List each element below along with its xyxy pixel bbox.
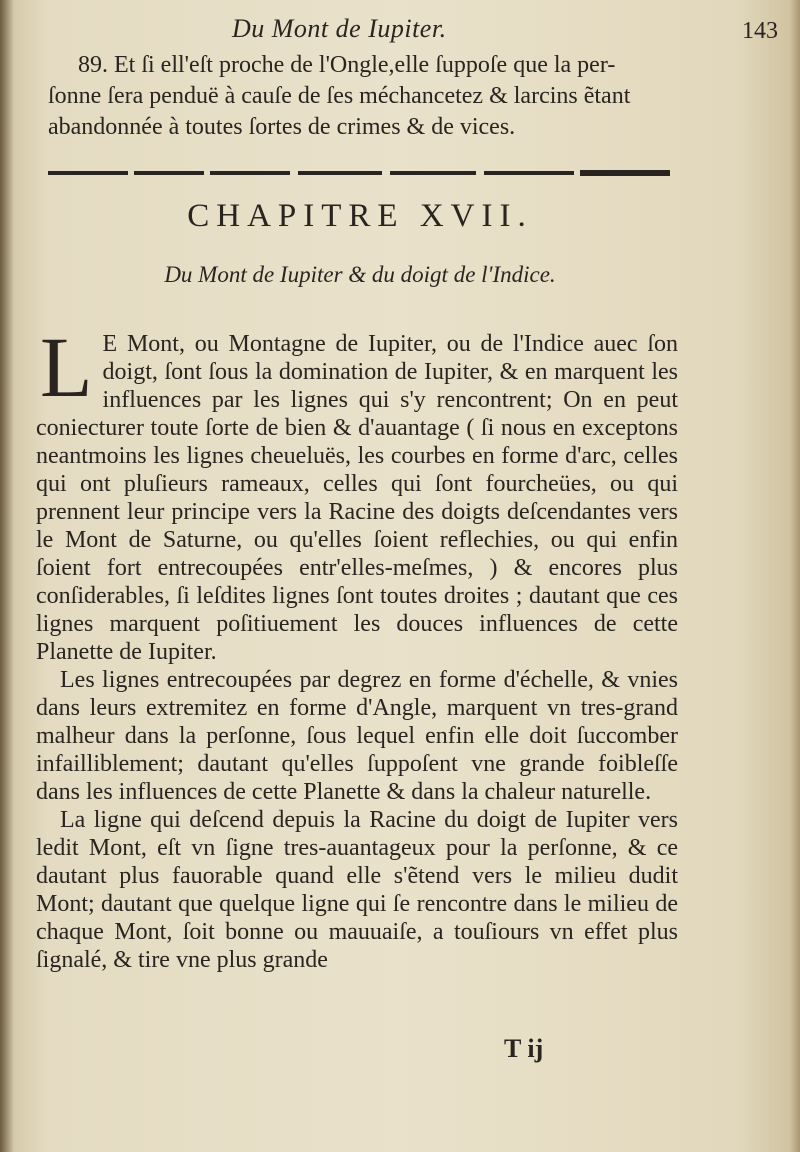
text-line: 89. Et ſi ell'eſt proche de l'Ongle,elle ſuppoſe que la per- (78, 52, 616, 78)
previous-paragraph (48, 50, 680, 143)
paragraph: Les lignes entrecoupées par degrez en forme d'échelle, & vnies dans leurs extremitez en forme d'Angle, marquent vn tres-grand malheur dans la perſonne, ſous lequel enfin elle doit ſuccomber infailliblement; dautant qu'elles ſuppoſent vne grande foibleſſe dans les influences de cette Planette & dans la chaleur naturelle. (36, 667, 678, 805)
paragraph-text: E Mont, ou Montagne de Iupiter, ou de l'Indice auec ſon doigt, ſont ſous la domination de Iupiter, & en marquent les influences par les lignes qui s'y rencontrent; On en peut coniecturer toute ſorte de bien & d'auantage ( ſi nous en exceptons neantmoins les lignes cheueluës, les courbes en forme d'arc, celles qui ont pluſieurs rameaux, celles qui ſont fourcheües, ou qui prennent leur principe vers la Racine des doigts deſcendantes vers le Mont de Saturne, ou qu'elles ſoient reflechies, ou qui enfin ſoient fort entrecoupées entr'elles-meſmes, ) & encores plus conſiderables, ſi leſdites lignes ſont toutes droites ; dautant que ces lignes marquent poſitiuement les douces influences de cette Planette de Iupiter. (36, 331, 678, 665)
page-number: 143 (742, 18, 778, 44)
text-line: abandonnée à toutes ſortes de crimes & de vices. (48, 114, 516, 140)
running-title: Du Mont de Iupiter. (232, 14, 447, 43)
text-line: ſonne ſera penduë à cauſe de ſes méchancetez & larcins ẽtant (48, 83, 631, 109)
paragraph (36, 319, 678, 666)
chapter-title: CHAPITRE XVII. (187, 198, 533, 234)
signature-mark: T ij (504, 1034, 544, 1063)
paragraph: La ligne qui deſcend depuis la Racine du doigt de Iupiter vers ledit Mont, eſt vn ſigne tres-auantageux pour la perſonne, & ce dautant plus fauorable quand elle s'ẽtend vers le milieu dudit Mont; dautant que quelque ligne qui ſe rencontre dans le milieu de chaque Mont, ſoit bonne ou mauuaiſe, a touſiours vn effet plus ſignalé, & tire vne plus grande (36, 807, 678, 973)
chapter-body (36, 319, 678, 974)
ornamental-rule (48, 168, 670, 178)
drop-cap: L (40, 319, 93, 415)
chapter-subtitle: Du Mont de Iupiter & du doigt de l'Indice. (164, 262, 556, 287)
